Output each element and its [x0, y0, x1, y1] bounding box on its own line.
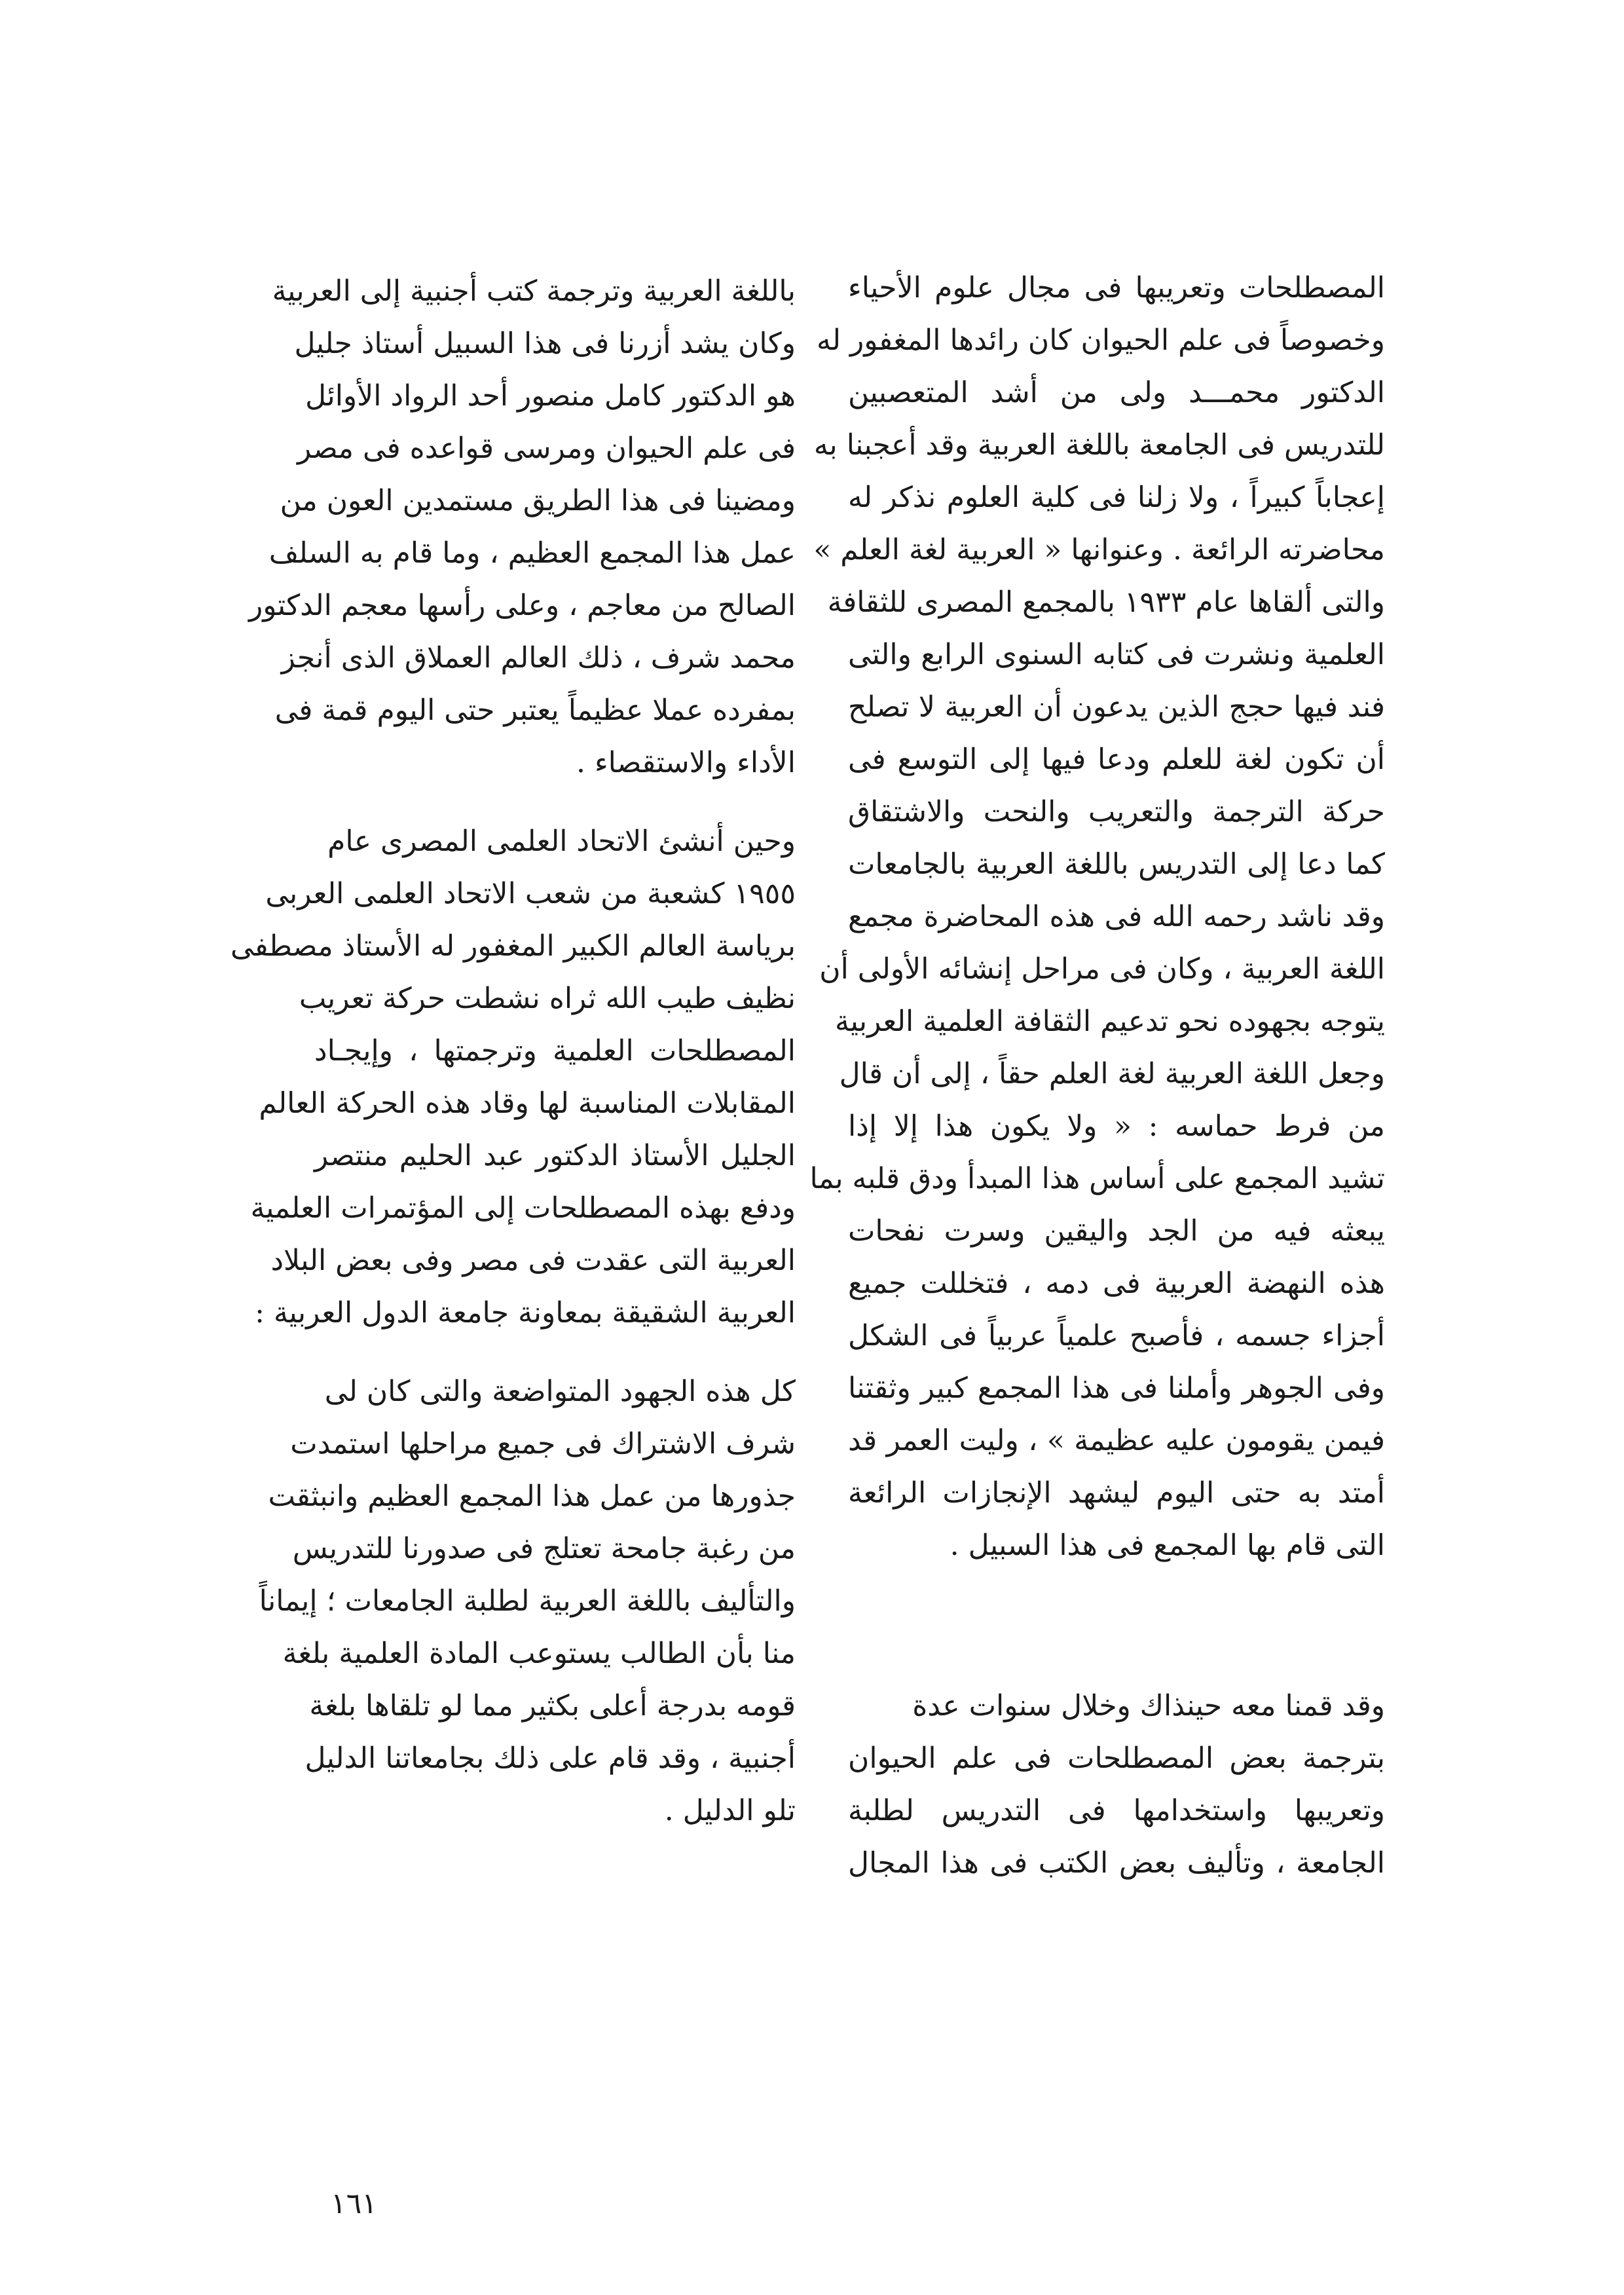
- text-line: أجزاء جسمه ، فأصبح علمياً عربياً فى الشكل: [848, 1319, 1385, 1353]
- text-line: المصطلحات وتعريبها فى مجال علوم الأحياء: [848, 271, 1385, 305]
- text-line: يتوجه بجهوده نحو تدعيم الثقافة العلمية العربية: [835, 1005, 1385, 1038]
- text-line: فيمن يقومون عليه عظيمة » ، وليت العمر قد: [848, 1424, 1385, 1457]
- text-line: الجامعة ، وتأليف بعض الكتب فى هذا المجال: [848, 1846, 1385, 1880]
- text-line: ودفع بهذه المصطلحات إلى المؤتمرات العلمية: [250, 1191, 796, 1225]
- left-para-2: [230, 815, 796, 1339]
- text-line: حركة الترجمة والتعريب والنحت والاشتقاق: [848, 795, 1385, 829]
- text-line: عمل هذا المجمع العظيم ، وما قام به السلف: [268, 536, 796, 570]
- text-line: الصالح من معاجم ، وعلى رأسها معجم الدكتور: [248, 589, 796, 622]
- text-line: وفى الجوهر وأملنا فى هذا المجمع كبير وثقتنا: [848, 1371, 1385, 1405]
- text-line: من فرط حماسه : « ولا يكون هذا إلا إذا: [848, 1110, 1385, 1143]
- text-line: كما دعا إلى التدريس باللغة العربية بالجامعات: [848, 848, 1385, 881]
- text-line: بمفرده عملا عظيماً يعتبر حتى اليوم قمة فى: [274, 694, 796, 727]
- text-line: الدكتور محمـــد ولى من أشد المتعصبين: [848, 376, 1385, 409]
- text-line: نظيف طيب الله ثراه نشطت حركة تعريب: [299, 982, 796, 1015]
- text-line: فند فيها حجج الذين يدعون أن العربية لا تصلح: [848, 690, 1385, 724]
- text-line: وقد ناشد رحمه الله فى هذه المحاضرة مجمع: [848, 900, 1385, 933]
- text-line: من رغبة جامحة تعتلج فى صدورنا للتدريس: [292, 1532, 796, 1565]
- text-line: كل هذه الجهود المتواضعة والتى كان لى: [324, 1375, 796, 1408]
- text-line: أن تكون لغة للعلم ودعا فيها إلى التوسع فى: [848, 743, 1385, 776]
- text-line: العلمية ونشرت فى كتابه السنوى الرابع والتى: [848, 638, 1385, 671]
- text-line: قومه بدرجة أعلى بكثير مما لو تلقاها بلغة: [309, 1689, 796, 1723]
- text-line: شرف الاشتراك فى جميع مراحلها استمدت: [290, 1427, 796, 1461]
- text-line: منا بأن الطالب يستوعب المادة العلمية بلغة: [282, 1637, 796, 1670]
- text-line: برياسة العالم الكبير المغفور له الأستاذ مصطفى: [230, 929, 796, 963]
- right-para-2: [848, 1680, 1385, 1890]
- text-line: تشيد المجمع على أساس هذا المبدأ ودق قلبه بما: [809, 1162, 1385, 1195]
- left-para-3: [259, 1366, 796, 1837]
- text-line: ١٩٥٥ كشعبة من شعب الاتحاد العلمى العربى: [265, 877, 796, 910]
- text-line: وكان يشد أزرنا فى هذا السبيل أستاذ جليل: [294, 327, 796, 360]
- text-line: إعجاباً كبيراً ، ولا زلنا فى كلية العلوم نذكر له: [848, 481, 1385, 514]
- right-para-1: [809, 262, 1385, 1572]
- text-line: وتعريبها واستخدامها فى التدريس لطلبة: [848, 1794, 1385, 1827]
- text-line: هذه النهضة العربية فى دمه ، فتخللت جميع: [848, 1267, 1385, 1300]
- text-line: الجليل الأستاذ الدكتور عبد الحليم منتصر: [314, 1139, 796, 1172]
- text-line: المقابلات المناسبة لها وقاد هذه الحركة العالم: [259, 1087, 796, 1120]
- text-line: المصطلحات العلمية وترجمتها ، وإيجـاد: [314, 1034, 796, 1068]
- text-line: الأداء والاستقصاء .: [576, 746, 796, 779]
- page-number: ١٦١: [331, 2187, 377, 2220]
- paragraph-gap: [314, 789, 796, 815]
- text-line: العربية التى عقدت فى مصر وفى بعض البلاد: [270, 1244, 796, 1277]
- text-line: أمتد به حتى اليوم ليشهد الإنجازات الرائعة: [848, 1476, 1385, 1510]
- text-line: ومضينا فى هذا الطريق مستمدين العون من: [280, 484, 796, 517]
- paragraph-gap: [314, 1339, 796, 1366]
- text-line: يبعثه فيه من الجد واليقين وسرت نفحات: [848, 1214, 1385, 1248]
- left-para-1: [248, 265, 796, 789]
- text-line: وجعل اللغة العربية لغة العلم حقاً ، إلى أن قال: [839, 1057, 1385, 1091]
- text-line: العربية الشقيقة بمعاونة جامعة الدول العربية :: [255, 1296, 796, 1330]
- text-line: وقد قمنا معه حينذاك وخلال سنوات عدة: [912, 1689, 1385, 1723]
- text-line: أجنبية ، وقد قام على ذلك بجامعاتنا الدليل: [304, 1742, 796, 1775]
- text-line: فى علم الحيوان ومرسى قواعده فى مصر: [297, 432, 796, 465]
- text-line: والتى ألقاها عام ١٩٣٣ بالمجمع المصرى للثقافة: [827, 586, 1385, 619]
- text-line: محمد شرف ، ذلك العالم العملاق الذى أنجز: [281, 641, 796, 675]
- text-line: وحين أنشئ الاتحاد العلمى المصرى عام: [327, 825, 796, 858]
- text-line: تلو الدليل .: [664, 1794, 796, 1827]
- right-column: [809, 262, 1385, 1890]
- text-line: التى قام بها المجمع فى هذا السبيل .: [950, 1529, 1385, 1562]
- text-line: اللغة العربية ، وكان فى مراحل إنشائه الأولى أن: [819, 952, 1385, 986]
- text-line: بترجمة بعض المصطلحات فى علم الحيوان: [848, 1742, 1385, 1775]
- text-line: للتدريس فى الجامعة باللغة العربية وقد أعجبنا به: [813, 428, 1385, 462]
- text-line: محاضرته الرائعة . وعنوانها « العربية لغة العلم »: [813, 533, 1385, 567]
- text-line: هو الدكتور كامل منصور أحد الرواد الأوائل: [305, 379, 796, 413]
- text-line: والتأليف باللغة العربية لطلبة الجامعات ؛ إيماناً: [259, 1584, 796, 1618]
- text-line: باللغة العربية وترجمة كتب أجنبية إلى العربية: [272, 274, 796, 308]
- text-line: وخصوصاً فى علم الحيوان كان رائدها المغفور له: [816, 324, 1385, 357]
- left-column: [230, 265, 796, 1837]
- paragraph-gap: [848, 1572, 1385, 1680]
- text-line: جذورها من عمل هذا المجمع العظيم وانبثقت: [268, 1480, 796, 1513]
